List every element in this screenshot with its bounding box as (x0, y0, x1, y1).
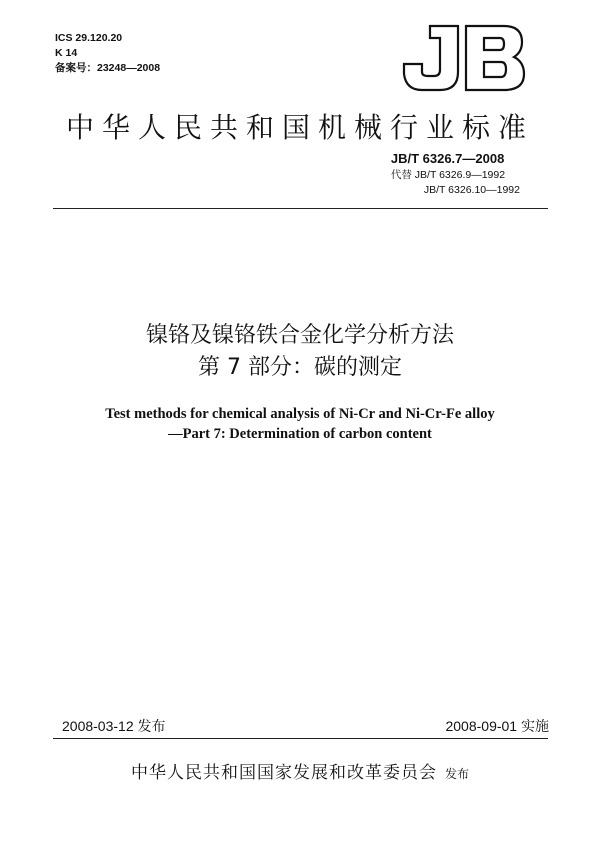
publish-label: 发布 (137, 718, 166, 734)
classification-block (55, 31, 160, 76)
jb-logo (400, 22, 528, 94)
replaces-label: 代替 (390, 169, 412, 181)
title-en-line-1: Test methods for chemical analysis of Ni-Cr and Ni-Cr-Fe alloy (105, 406, 495, 422)
replaced-standard-2: JB/T 6326.10—1992 (423, 184, 520, 196)
issuer-org: 中华人民共和国国家发展和改革委员会 (130, 763, 437, 783)
ccs-code: K 14 (55, 47, 78, 59)
standard-number: JB/T 6326.7—2008 (390, 151, 505, 166)
filing-label: 备案号： (55, 62, 97, 74)
filing-number-row (55, 61, 160, 76)
issuer-action: 发布 (444, 767, 469, 781)
title-cn-line-2: 第 7 部分：碳的测定 (198, 355, 402, 380)
replaces-row-2 (391, 183, 520, 198)
filing-number: 23248—2008 (97, 62, 161, 74)
implement-date-value: 2008-09-01 (445, 718, 518, 734)
implement-label: 实施 (521, 718, 549, 734)
publish-date (62, 716, 166, 736)
title-cn-line-1: 镍铬及镍铬铁合金化学分析方法 (145, 323, 454, 348)
replaced-standard-1: JB/T 6326.9—1992 (414, 169, 506, 181)
footer-divider (53, 738, 548, 739)
document-title-cn (0, 320, 600, 384)
issuer-block (0, 758, 600, 783)
document-title-en (0, 404, 600, 444)
ics-code: ICS 29.120.20 (55, 32, 123, 44)
header-divider (53, 208, 548, 209)
replaces-row-1 (391, 168, 520, 183)
implement-date (445, 716, 549, 736)
title-en-line-2: —Part 7: Determination of carbon content (168, 426, 432, 442)
standard-category-title: 中华人民共和国机械行业标准 (65, 111, 534, 144)
publish-date-value: 2008-03-12 (62, 718, 134, 734)
standard-number-block (391, 150, 520, 198)
